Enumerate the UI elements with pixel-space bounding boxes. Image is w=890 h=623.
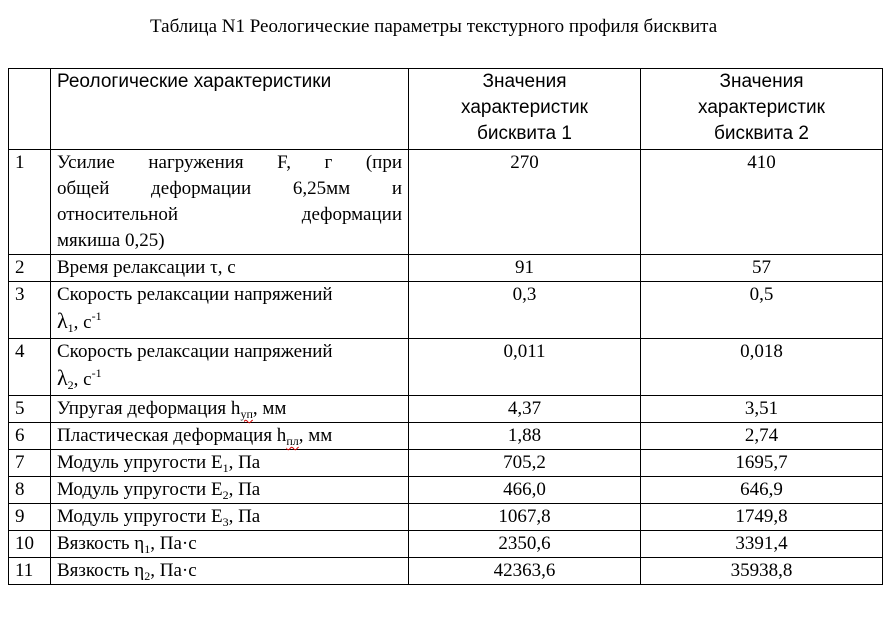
value-biscuit-1: 1,88 [409,423,641,450]
header-biscuit-2-line: характеристик [698,97,825,118]
header-biscuit-1-line: характеристик [461,97,588,118]
header-biscuit-1-line: бисквита 1 [477,123,572,144]
header-biscuit-1 [409,69,641,150]
row-characteristic-line: Скорость релаксации напряжений [57,284,333,305]
row-characteristic [51,282,409,339]
value-biscuit-1: 4,37 [409,396,641,423]
value-biscuit-2: 0,5 [641,282,883,339]
unit-text: , Па [228,506,261,527]
name-text: Модуль упругости E [57,479,223,500]
unit-text: , Па·с [150,533,197,554]
row-characteristic-line: мякиша 0,25) [57,230,165,251]
table-row [9,504,883,531]
subscript: 1 [67,321,74,335]
table-row [9,477,883,504]
superscript: -1 [91,366,102,380]
value-biscuit-2: 1695,7 [641,450,883,477]
row-characteristic-line [57,365,402,393]
row-number: 7 [9,450,51,477]
table-row [9,450,883,477]
row-number: 9 [9,504,51,531]
unit-text: , Па [228,479,261,500]
name-text: Пластическая деформация h [57,425,287,446]
row-characteristic-line [57,308,402,336]
row-characteristic [51,477,409,504]
header-biscuit-2-line: Значения [719,71,804,92]
value-biscuit-1: 1067,8 [409,504,641,531]
row-number: 2 [9,255,51,282]
table-row [9,531,883,558]
row-number: 1 [9,150,51,255]
table-row [9,558,883,585]
header-biscuit-2 [641,69,883,150]
value-biscuit-1: 91 [409,255,641,282]
table-row [9,282,883,339]
name-text: Вязкость η [57,533,145,554]
value-biscuit-2: 57 [641,255,883,282]
unit-text: , мм [252,398,287,419]
value-biscuit-2: 646,9 [641,477,883,504]
unit-text: , с [73,369,92,390]
value-biscuit-1: 42363,6 [409,558,641,585]
name-text: Модуль упругости E [57,452,223,473]
row-characteristic-line: Скорость релаксации напряжений [57,341,333,362]
table-row [9,339,883,396]
unit-text: , с [73,312,92,333]
value-biscuit-1: 705,2 [409,450,641,477]
value-biscuit-2: 410 [641,150,883,255]
row-number: 8 [9,477,51,504]
table-header-row [9,69,883,150]
table-row [9,150,883,255]
row-characteristic [51,396,409,423]
subscript: 2 [144,569,151,583]
row-number: 11 [9,558,51,585]
table-row [9,396,883,423]
value-biscuit-1: 0,011 [409,339,641,396]
subscript: уп [240,407,253,421]
row-characteristic [51,423,409,450]
value-biscuit-1: 0,3 [409,282,641,339]
lambda-symbol: λ [57,365,68,390]
subscript: 2 [222,488,229,502]
subscript: 3 [222,515,229,529]
value-biscuit-1: 466,0 [409,477,641,504]
header-num-cell [9,69,51,150]
row-characteristic [51,504,409,531]
lambda-symbol: λ [57,308,68,333]
row-characteristic [51,150,409,255]
row-characteristic-line: Усилие нагружения F, г (при [57,152,402,173]
superscript: -1 [91,309,102,323]
row-characteristic: Время релаксации τ, с [51,255,409,282]
value-biscuit-1: 2350,6 [409,531,641,558]
value-biscuit-1: 270 [409,150,641,255]
subscript: 1 [222,461,229,475]
row-characteristic [51,339,409,396]
unit-text: , Па [228,452,261,473]
value-biscuit-2: 2,74 [641,423,883,450]
unit-text: , Па·с [150,560,197,581]
rheology-table [8,68,883,585]
value-biscuit-2: 35938,8 [641,558,883,585]
header-biscuit-2-line: бисквита 2 [714,123,809,144]
value-biscuit-2: 0,018 [641,339,883,396]
subscript: пл [286,434,299,448]
row-characteristic [51,558,409,585]
row-characteristic [51,450,409,477]
value-biscuit-2: 1749,8 [641,504,883,531]
row-characteristic-line: относительной деформации [57,204,402,225]
name-text: Модуль упругости E [57,506,223,527]
header-biscuit-1-line: Значения [482,71,567,92]
value-biscuit-2: 3391,4 [641,531,883,558]
header-characteristics: Реологические характеристики [51,69,409,150]
table-caption: Таблица N1 Реологические параметры текстурного профиля бисквита [150,16,718,37]
subscript: 2 [67,378,74,392]
table-row [9,255,883,282]
row-number: 3 [9,282,51,339]
table-row [9,423,883,450]
row-number: 5 [9,396,51,423]
row-characteristic [51,531,409,558]
row-characteristic-line: общей деформации 6,25мм и [57,178,402,199]
unit-text: , мм [298,425,333,446]
row-number: 4 [9,339,51,396]
row-number: 10 [9,531,51,558]
name-text: Упругая деформация h [57,398,241,419]
value-biscuit-2: 3,51 [641,396,883,423]
row-number: 6 [9,423,51,450]
name-text: Вязкость η [57,560,145,581]
subscript: 1 [144,542,151,556]
